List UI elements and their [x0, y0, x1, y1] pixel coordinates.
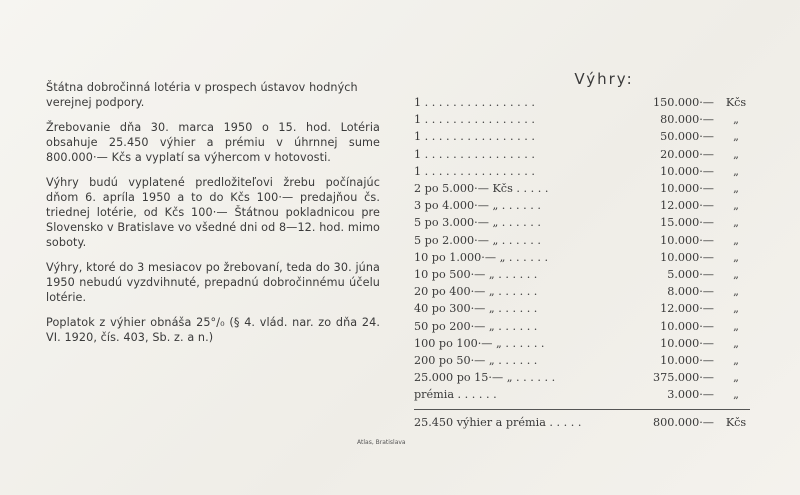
- prize-amount: 10.000·—: [660, 164, 714, 178]
- prize-description: 25.000 po 15·— „ . . . . . .: [414, 371, 556, 385]
- total-amount: 800.000·—: [652, 415, 714, 429]
- total-currency: Kčs: [725, 415, 747, 429]
- prize-description: 5 po 3.000·— „ . . . . . .: [414, 216, 541, 230]
- prize-row: [414, 369, 754, 386]
- prize-currency: „: [733, 285, 739, 299]
- prize-currency: „: [733, 182, 739, 196]
- prize-amount: 80.000·—: [660, 113, 714, 127]
- prize-currency: „: [733, 113, 739, 127]
- prize-amount: 8.000·—: [667, 285, 714, 299]
- prize-amount: 3.000·—: [667, 388, 714, 402]
- prize-row: [414, 352, 754, 369]
- prize-currency: „: [733, 199, 739, 213]
- prize-row: [414, 94, 754, 111]
- prize-description: 1 . . . . . . . . . . . . . . . .: [414, 130, 535, 144]
- prize-currency: Kčs: [725, 96, 747, 110]
- printer-imprint: Atlas, Bratislava: [357, 439, 406, 446]
- prizes-heading: Výhry:: [574, 70, 634, 88]
- prize-amount: 15.000·—: [660, 216, 714, 230]
- prize-row: [414, 335, 754, 352]
- prize-row: [414, 163, 754, 180]
- terms-payout: Výhry budú vyplatené predložiteľovi žrebu počínajúc dňom 6. apríla 1950 a to do Kčs 100·— predajňou čs. triednej lotérie, od Kčs 100·— Štátnou pokladnicou pre Slovensko v Bratislave vo všedné dni od 8—12. hod. mimo soboty.: [46, 176, 381, 249]
- prize-currency: „: [733, 336, 739, 350]
- prize-description: prémia . . . . . .: [414, 388, 497, 402]
- prize-description: 50 po 200·— „ . . . . . .: [414, 319, 538, 333]
- terms-fee: Poplatok z výhier obnáša 25°/₀ (§ 4. vlád. nar. zo dňa 24. VI. 1920, čís. 403, Sb. z. a n.): [46, 316, 380, 344]
- prize-amount: 12.000·—: [660, 302, 714, 316]
- terms-column: [46, 80, 380, 355]
- prize-description: 40 po 300·— „ . . . . . .: [414, 302, 538, 316]
- prize-row: [414, 249, 754, 266]
- prize-description: 1 . . . . . . . . . . . . . . . .: [414, 164, 535, 178]
- prize-row: [414, 317, 754, 334]
- prize-amount: 150.000·—: [652, 96, 714, 110]
- prize-currency: „: [733, 130, 739, 144]
- prize-amount: 375.000·—: [652, 371, 714, 385]
- prize-row: [414, 180, 754, 197]
- prize-currency: „: [733, 233, 739, 247]
- prize-row: [414, 300, 754, 317]
- prize-row: [414, 128, 754, 145]
- prize-currency: „: [733, 302, 739, 316]
- prize-row: [414, 111, 754, 128]
- prize-amount: 5.000·—: [667, 267, 714, 281]
- prize-description: 10 po 1.000·— „ . . . . . .: [414, 250, 549, 264]
- prize-amount: 20.000·—: [660, 147, 714, 161]
- prize-row: [414, 146, 754, 163]
- prize-description: 5 po 2.000·— „ . . . . . .: [414, 233, 541, 247]
- prize-currency: „: [733, 388, 739, 402]
- prize-currency: „: [733, 216, 739, 230]
- prize-currency: „: [733, 250, 739, 264]
- prize-description: 20 po 400·— „ . . . . . .: [414, 285, 538, 299]
- prize-amount: 10.000·—: [660, 233, 714, 247]
- prize-amount: 50.000·—: [660, 130, 714, 144]
- prize-currency: „: [733, 353, 739, 367]
- prize-row: [414, 214, 754, 231]
- prize-row: [414, 283, 754, 300]
- prize-amount: 10.000·—: [660, 336, 714, 350]
- prize-currency: „: [733, 267, 739, 281]
- terms-intro: Štátna dobročinná lotéria v prospech ústavov hodných verejnej podpory.: [46, 81, 358, 109]
- total-divider: [414, 409, 750, 410]
- prize-currency: „: [733, 319, 739, 333]
- prize-description: 3 po 4.000·— „ . . . . . .: [414, 199, 541, 213]
- terms-expiry: Výhry, ktoré do 3 mesiacov po žrebovaní, teda do 30. júna 1950 nebudú vyzdvihnuté, prepadnú dobročinnému účelu lotérie.: [46, 261, 380, 304]
- prize-description: 2 po 5.000·— Kčs . . . . .: [414, 182, 549, 196]
- prize-list: [414, 94, 754, 403]
- prize-description: 1 . . . . . . . . . . . . . . . .: [414, 96, 535, 110]
- prize-amount: 10.000·—: [660, 319, 714, 333]
- prize-amount: 10.000·—: [660, 250, 714, 264]
- prize-amount: 10.000·—: [660, 353, 714, 367]
- prize-currency: „: [733, 147, 739, 161]
- prize-currency: „: [733, 164, 739, 178]
- prize-amount: 10.000·—: [660, 182, 714, 196]
- prize-row: [414, 197, 754, 214]
- prize-total: [414, 414, 754, 430]
- prize-description: 1 . . . . . . . . . . . . . . . .: [414, 147, 535, 161]
- prize-description: 10 po 500·— „ . . . . . .: [414, 267, 538, 281]
- prize-row: [414, 232, 754, 249]
- total-description: 25.450 výhier a prémia . . . . .: [414, 415, 582, 429]
- prize-row: [414, 386, 754, 403]
- prize-amount: 12.000·—: [660, 199, 714, 213]
- prize-row: [414, 266, 754, 283]
- prize-description: 1 . . . . . . . . . . . . . . . .: [414, 113, 535, 127]
- prize-table: [414, 70, 754, 430]
- terms-drawing: Žrebovanie dňa 30. marca 1950 o 15. hod. Lotéria obsahuje 25.450 výhier a prémiu v úhrnnej sume 800.000·— Kčs a vyplatí sa výhercom v hotovosti.: [46, 121, 380, 164]
- prize-description: 100 po 100·— „ . . . . . .: [414, 336, 545, 350]
- prize-currency: „: [733, 371, 739, 385]
- prize-description: 200 po 50·— „ . . . . . .: [414, 353, 538, 367]
